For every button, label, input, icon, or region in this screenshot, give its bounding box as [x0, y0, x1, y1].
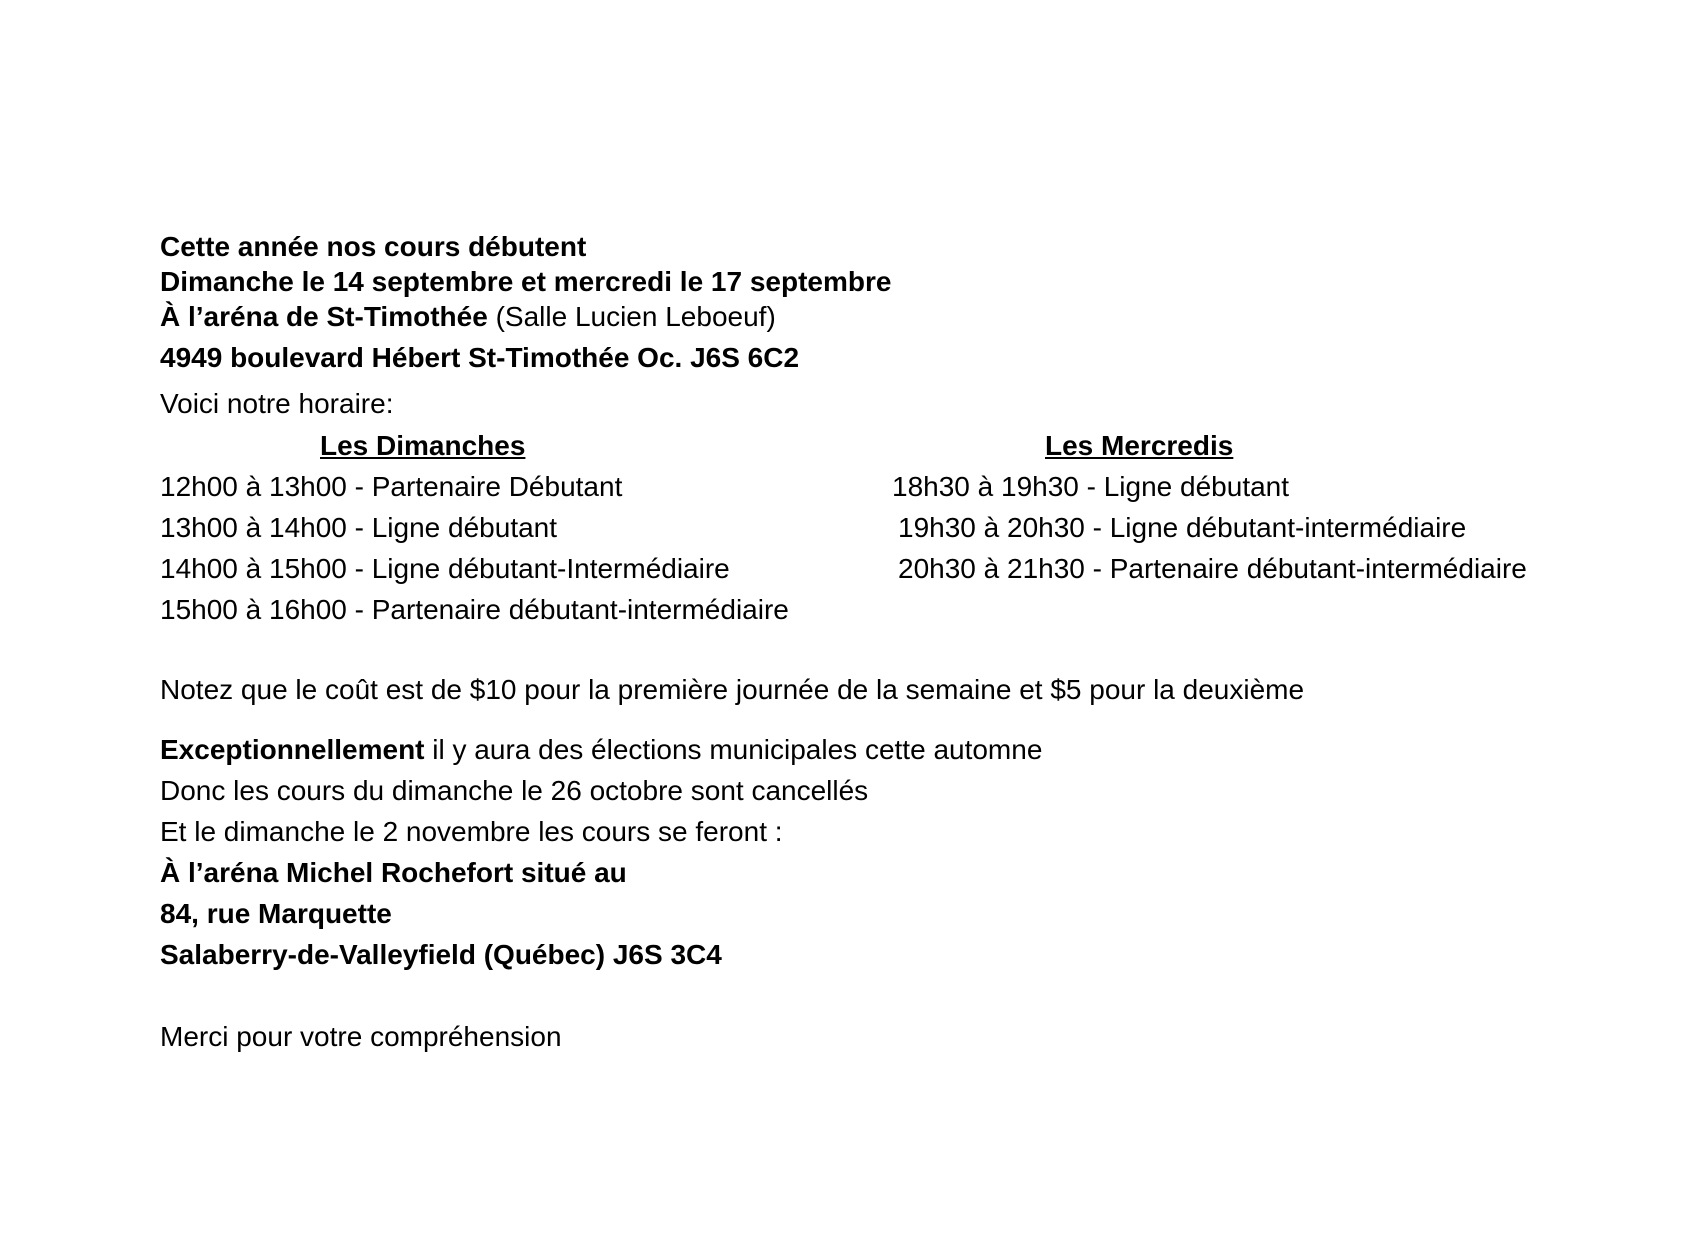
exception-line-2: Donc les cours du dimanche le 26 octobre sont cancellés [160, 775, 869, 806]
intro-location [160, 300, 776, 334]
intro-line-2: Dimanche le 14 septembre et mercredi le 17 septembre [160, 266, 892, 297]
alt-street: 84, rue Marquette [160, 898, 392, 929]
wednesday-heading: Les Mercredis [1045, 430, 1234, 461]
sunday-item: 15h00 à 16h00 - Partenaire débutant-intermédiaire [160, 594, 789, 625]
intro-address: 4949 boulevard Hébert St-Timothée Oc. J6S 6C2 [160, 342, 800, 373]
closing-line: Merci pour votre compréhension [160, 1021, 562, 1052]
location-room: (Salle Lucien Leboeuf) [487, 301, 776, 332]
alt-venue: À l’aréna Michel Rochefort situé au [160, 857, 627, 888]
sunday-item: 12h00 à 13h00 - Partenaire Débutant [160, 471, 623, 502]
wednesday-item: 18h30 à 19h30 - Ligne débutant [892, 471, 1290, 502]
schedule-intro-label: Voici notre horaire [160, 388, 386, 419]
exception-rest: il y aura des élections municipales cette automne [424, 734, 1043, 765]
cost-note: Notez que le coût est de $10 pour la première journée de la semaine et $5 pour la deuxième [160, 674, 1305, 705]
wednesday-item: 20h30 à 21h30 - Partenaire débutant-intermédiaire [898, 553, 1527, 584]
sunday-heading: Les Dimanches [320, 430, 526, 461]
alt-city: Salaberry-de-Valleyfield (Québec) J6S 3C4 [160, 939, 722, 970]
sunday-item: 14h00 à 15h00 - Ligne débutant-Intermédiaire [160, 553, 730, 584]
exception-line-3: Et le dimanche le 2 novembre les cours se feront : [160, 816, 783, 847]
schedule-intro [160, 387, 393, 421]
sunday-item: 13h00 à 14h00 - Ligne débutant [160, 512, 558, 543]
location-name: À l’aréna de St-Timothée [160, 301, 488, 332]
exception-bold: Exceptionnellement [160, 734, 425, 765]
intro-line-1: Cette année nos cours débutent [160, 231, 587, 262]
wednesday-item: 19h30 à 20h30 - Ligne débutant-intermédiaire [898, 512, 1467, 543]
exception-line-1 [160, 733, 1042, 767]
schedule-intro-colon: : [385, 388, 394, 419]
